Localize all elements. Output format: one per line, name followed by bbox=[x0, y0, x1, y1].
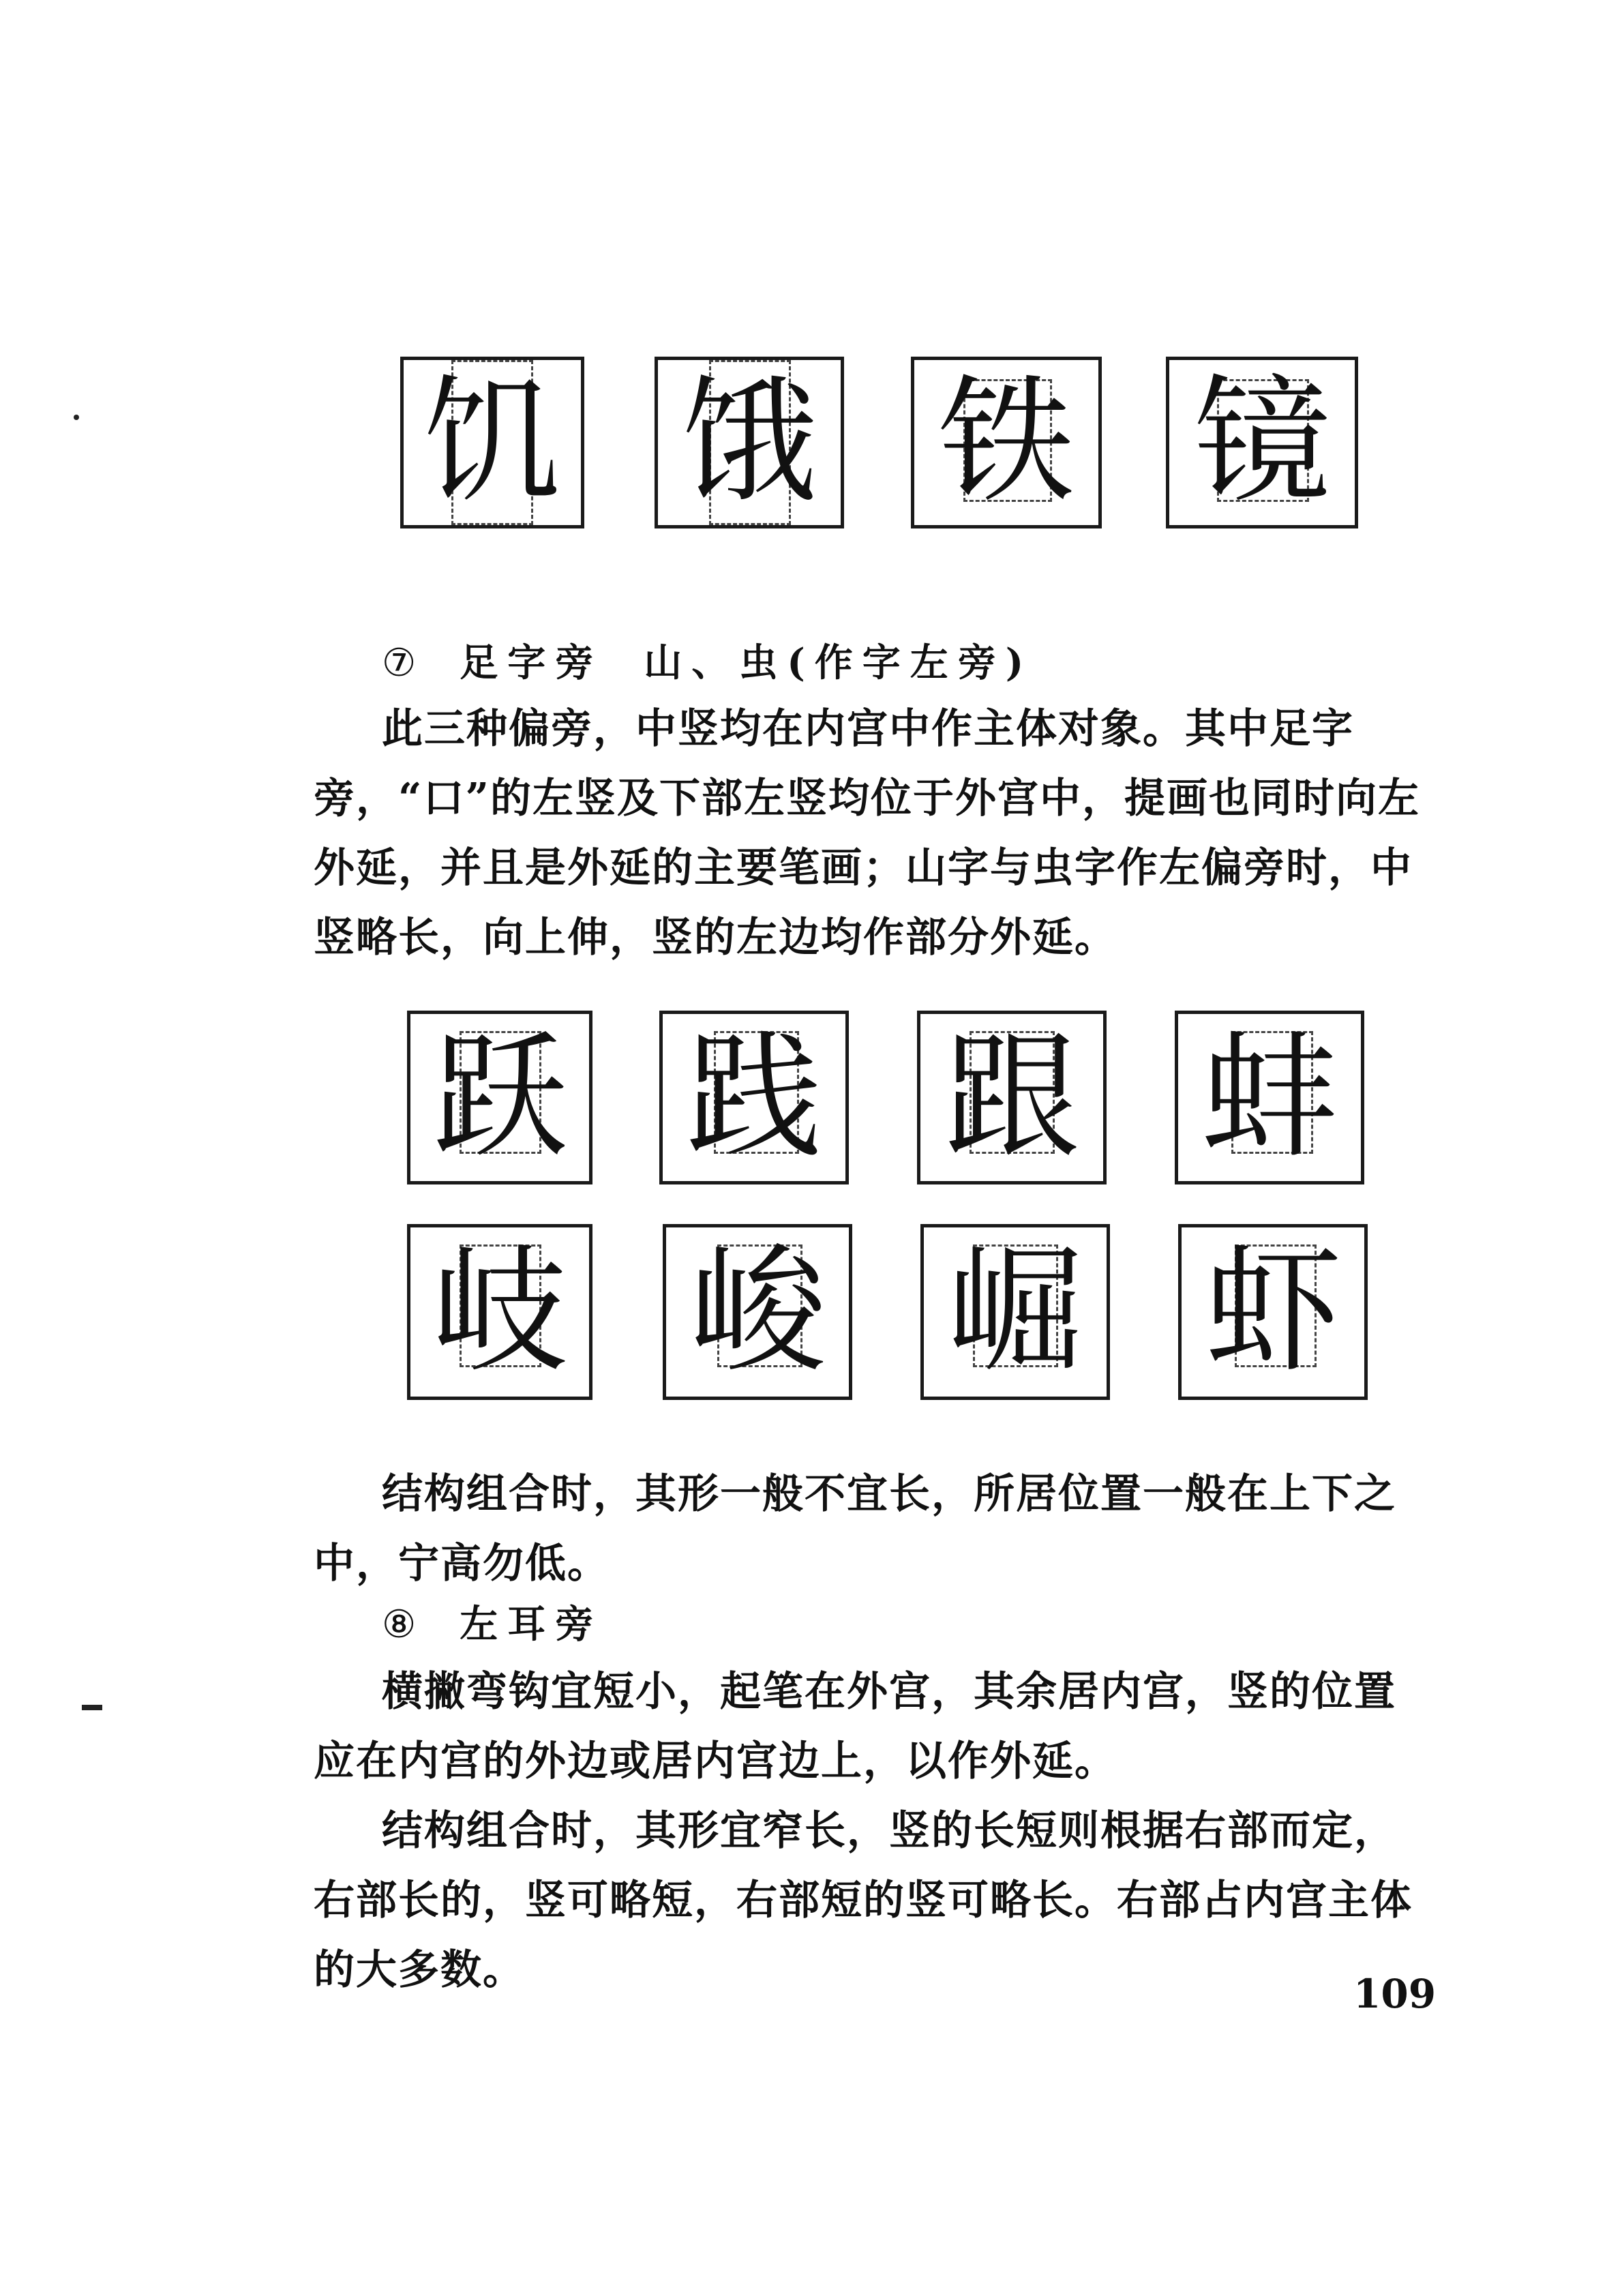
section-subtitle: 山、虫(作字左旁) bbox=[644, 640, 1034, 685]
margin-dash bbox=[82, 1705, 102, 1710]
char-glyph: 跟 bbox=[943, 1017, 1080, 1177]
paragraph-line: 结构组合时，其形宜窄长，竖的长短则根据右部而定， bbox=[382, 1807, 1396, 1855]
char-glyph: 峻 bbox=[689, 1232, 826, 1391]
char-box bbox=[659, 1011, 849, 1184]
page-number: 109 bbox=[1353, 1971, 1437, 2017]
char-box bbox=[655, 357, 844, 528]
paragraph-line: 此三种偏旁，中竖均在内宫中作主体对象。其中足字 bbox=[382, 705, 1354, 753]
paragraph-line: 旁，“口”的左竖及下部左竖均位于外宫中，提画也同时向左 bbox=[314, 775, 1421, 822]
char-box bbox=[407, 1011, 592, 1184]
char-box bbox=[1178, 1224, 1368, 1400]
char-glyph: 镜 bbox=[1193, 363, 1330, 522]
char-box bbox=[920, 1224, 1110, 1400]
paragraph-line: 中，宁高勿低。 bbox=[314, 1540, 610, 1587]
paragraph-line: 横撇弯钩宜短小，起笔在外宫，其余居内宫，竖的位置 bbox=[382, 1668, 1396, 1716]
paragraph-line: 外延，并且是外延的主要笔画；山字与虫字作左偏旁时，中 bbox=[314, 844, 1413, 892]
section-heading-8 bbox=[382, 1594, 603, 1649]
char-box bbox=[1175, 1011, 1364, 1184]
section-title: 左耳旁 bbox=[460, 1602, 603, 1647]
char-glyph: 饥 bbox=[423, 363, 560, 522]
section-heading-7 bbox=[382, 633, 1033, 687]
char-glyph: 铁 bbox=[937, 363, 1075, 522]
char-glyph: 岐 bbox=[431, 1232, 568, 1391]
char-glyph: 蚌 bbox=[1201, 1017, 1338, 1177]
paragraph-line: 竖略长，向上伸，竖的左边均作部分外延。 bbox=[314, 914, 1117, 961]
paragraph-line: 应在内宫的外边或居内宫边上，以作外延。 bbox=[314, 1738, 1117, 1785]
paragraph-line: 右部长的，竖可略短，右部短的竖可略长。右部占内宫主体 bbox=[314, 1877, 1413, 1924]
char-box bbox=[911, 357, 1102, 528]
section-number: ⑧ bbox=[382, 1602, 426, 1647]
char-glyph: 崛 bbox=[946, 1232, 1083, 1391]
section-number: ⑦ bbox=[382, 641, 426, 685]
margin-dot bbox=[74, 415, 79, 420]
char-glyph: 跃 bbox=[431, 1017, 568, 1177]
section-title: 足字旁 bbox=[460, 640, 603, 685]
char-box bbox=[407, 1224, 592, 1400]
paragraph-line: 的大多数。 bbox=[314, 1946, 525, 1994]
char-box bbox=[663, 1224, 852, 1400]
char-box bbox=[400, 357, 584, 528]
char-glyph: 践 bbox=[685, 1017, 822, 1177]
char-box bbox=[1166, 357, 1358, 528]
paragraph-line: 结构组合时，其形一般不宜长，所居位置一般在上下之 bbox=[382, 1470, 1396, 1518]
char-glyph: 虾 bbox=[1204, 1232, 1341, 1391]
char-glyph: 饿 bbox=[680, 363, 817, 522]
char-box bbox=[917, 1011, 1107, 1184]
